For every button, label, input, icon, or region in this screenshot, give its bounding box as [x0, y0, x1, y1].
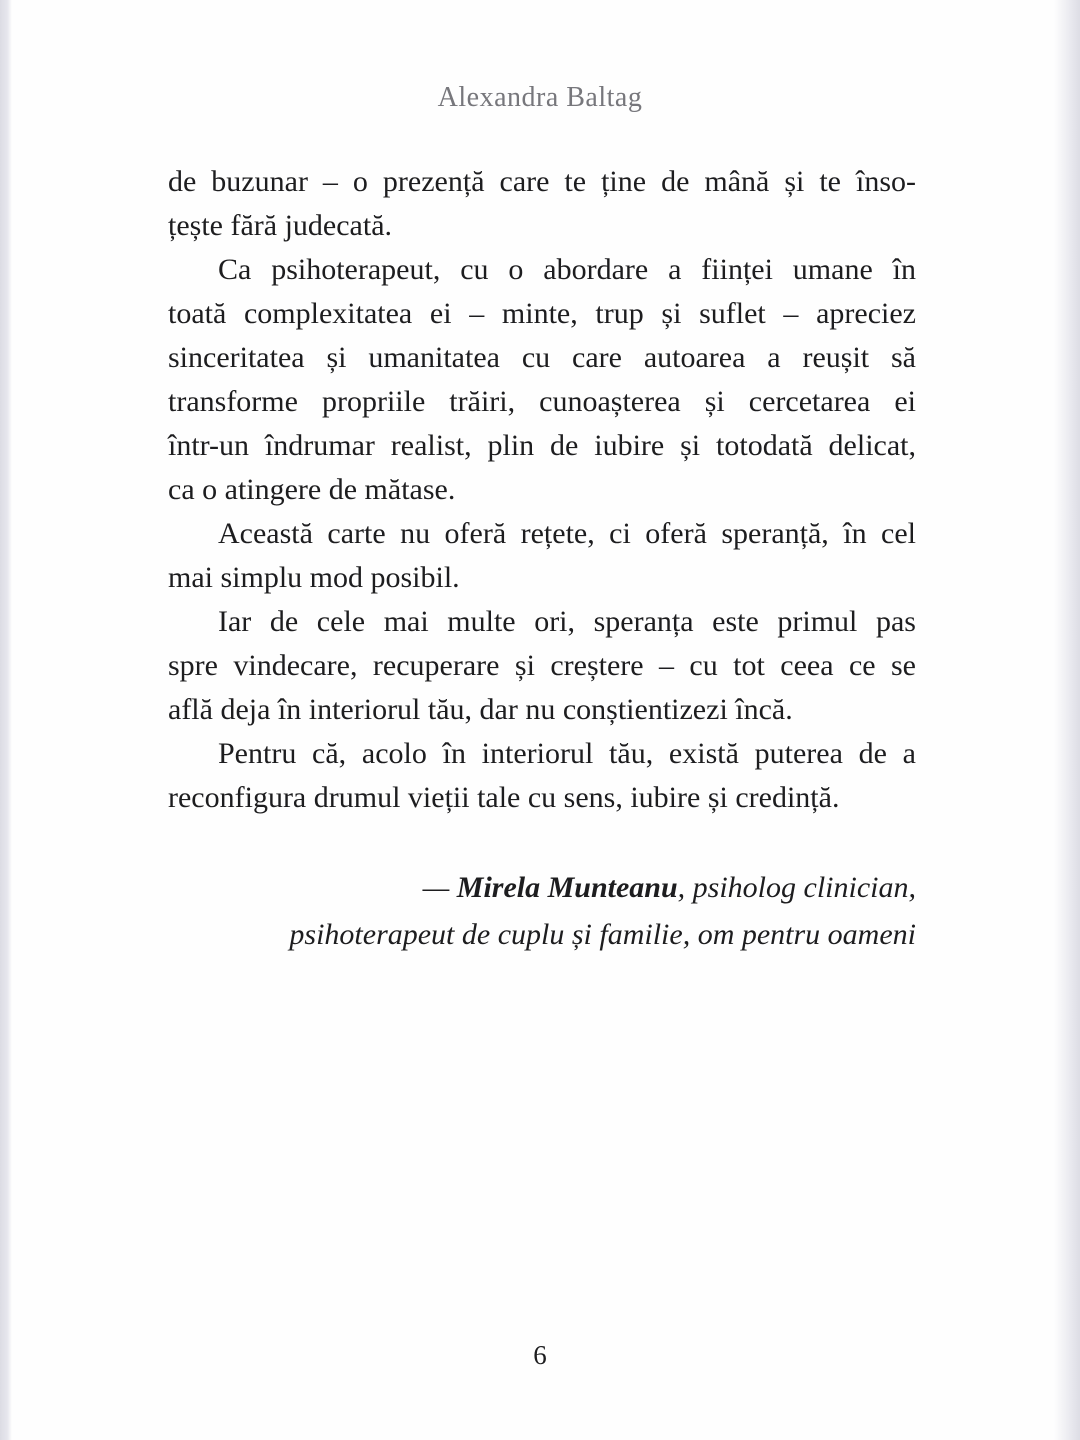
page-edge-right — [1054, 0, 1080, 1440]
text-line: toată complexitatea ei – minte, trup și suflet – apreciez — [168, 297, 916, 330]
text-line: Ca psihoterapeut, cu o abordare a ființei umane în — [218, 253, 916, 286]
text-line: sinceritatea și umanitatea cu care autoarea a reușit să — [168, 341, 916, 374]
author-name: Mirela Munteanu — [456, 871, 678, 904]
page-edge-left — [0, 0, 12, 1440]
body-text — [168, 160, 916, 820]
text-line: mai simplu mod posibil. — [168, 561, 460, 594]
attribution — [168, 864, 916, 958]
text-line: spre vindecare, recuperare și creștere – cu tot ceea ce se — [168, 649, 916, 682]
attribution-line-1 — [168, 864, 916, 911]
text-line: află deja în interiorul tău, dar nu conștientizezi încă. — [168, 693, 793, 726]
author-title: , psiholog clinician, — [677, 871, 916, 904]
running-header: Alexandra Baltag — [437, 82, 643, 113]
text-line: Iar de cele mai multe ori, speranța este primul pas — [218, 605, 916, 638]
attribution-dash: — — [422, 871, 457, 904]
text-line: Pentru că, acolo în interiorul tău, există puterea de a — [218, 737, 916, 770]
text-line: ca o atingere de mătase. — [168, 473, 456, 506]
text-line: transforme propriile trăiri, cunoașterea și cercetarea ei — [168, 385, 916, 418]
text-line: reconfigura drumul vieții tale cu sens, iubire și credință. — [168, 781, 840, 814]
text-line: țește fără judecată. — [168, 209, 393, 242]
attribution-line-2: psihoterapeut de cuplu și familie, om pentru oameni — [289, 918, 916, 951]
page-number: 6 — [533, 1340, 547, 1370]
text-line: Această carte nu oferă rețete, ci oferă speranță, în cel — [218, 517, 916, 550]
text-line: într-un îndrumar realist, plin de iubire și totodată delicat, — [168, 429, 916, 462]
text-line: de buzunar – o prezență care te ține de mână și te înso- — [168, 165, 916, 198]
